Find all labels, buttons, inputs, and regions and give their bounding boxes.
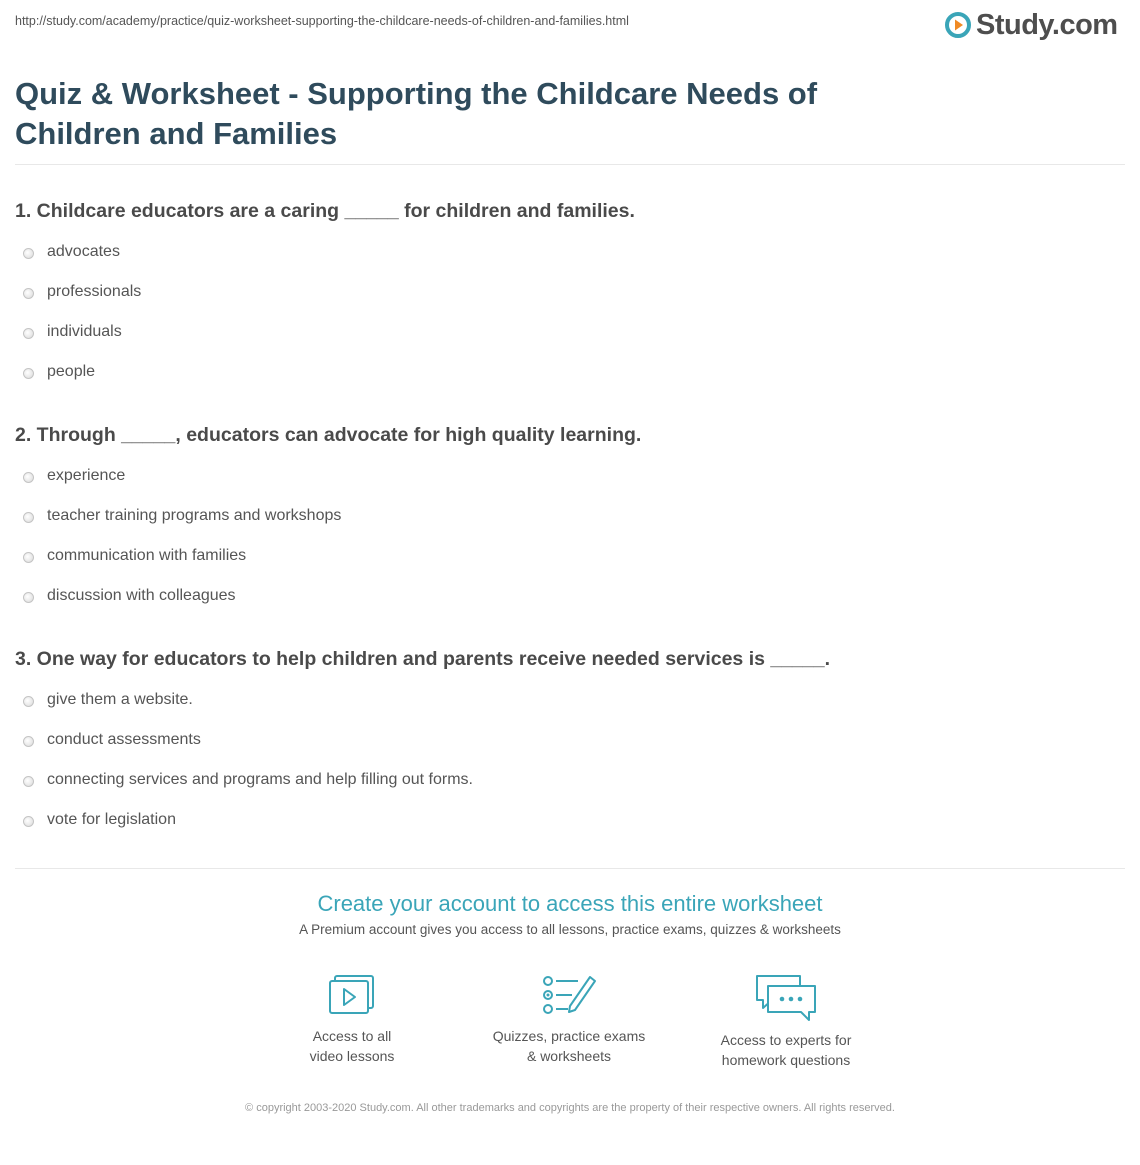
radio-button[interactable] bbox=[23, 592, 34, 603]
option-label: give them a website. bbox=[47, 691, 193, 708]
feature-label: Access to experts for homework questions bbox=[720, 1032, 852, 1068]
option-label: vote for legislation bbox=[47, 811, 176, 828]
content-divider bbox=[15, 868, 1125, 869]
create-account-link[interactable]: Create your account to access this entire worksheet bbox=[317, 891, 823, 916]
radio-button[interactable] bbox=[23, 248, 34, 259]
radio-button[interactable] bbox=[23, 368, 34, 379]
option-label: conduct assessments bbox=[47, 731, 201, 748]
question-2: 2. Through _____, educators can advocate for high quality learning. bbox=[15, 424, 642, 446]
chat-bubbles-icon bbox=[754, 972, 818, 1022]
radio-button[interactable] bbox=[23, 512, 34, 523]
option-label: communication with families bbox=[47, 547, 247, 564]
answer-option[interactable] bbox=[23, 769, 473, 791]
premium-description: A Premium account gives you access to all lessons, practice exams, quizzes & worksheets bbox=[299, 922, 841, 937]
answer-option[interactable] bbox=[23, 281, 141, 303]
feature-quizzes bbox=[469, 972, 669, 1066]
study-logo[interactable] bbox=[945, 7, 1118, 43]
answer-option[interactable] bbox=[23, 689, 193, 711]
radio-button[interactable] bbox=[23, 552, 34, 563]
option-label: teacher training programs and workshops bbox=[47, 507, 342, 524]
radio-button[interactable] bbox=[23, 696, 34, 707]
question-1: 1. Childcare educators are a caring _____ for children and families. bbox=[15, 200, 635, 222]
header-divider bbox=[15, 164, 1125, 165]
radio-button[interactable] bbox=[23, 736, 34, 747]
answer-option[interactable] bbox=[23, 809, 176, 831]
answer-option[interactable] bbox=[23, 241, 120, 263]
radio-button[interactable] bbox=[23, 288, 34, 299]
radio-button[interactable] bbox=[23, 816, 34, 827]
option-label: connecting services and programs and help filling out forms. bbox=[47, 771, 473, 788]
feature-label: Access to all video lessons bbox=[309, 1028, 395, 1064]
feature-label: Quizzes, practice exams & worksheets bbox=[492, 1028, 646, 1064]
answer-option[interactable] bbox=[23, 729, 201, 751]
copyright-text: © copyright 2003-2020 Study.com. All other trademarks and copyrights are the property of their respective owners. All rights reserved. bbox=[245, 1102, 895, 1114]
answer-option[interactable] bbox=[23, 505, 341, 527]
answer-option[interactable] bbox=[23, 465, 125, 487]
feature-video-lessons bbox=[252, 972, 452, 1066]
radio-button[interactable] bbox=[23, 328, 34, 339]
option-label: individuals bbox=[47, 323, 122, 340]
play-circle-icon bbox=[945, 12, 971, 38]
answer-option[interactable] bbox=[23, 585, 236, 607]
radio-button[interactable] bbox=[23, 776, 34, 787]
option-label: advocates bbox=[47, 243, 120, 260]
feature-experts bbox=[686, 972, 886, 1070]
answer-option[interactable] bbox=[23, 361, 95, 383]
logo-text: Study.com bbox=[976, 9, 1118, 41]
option-label: discussion with colleagues bbox=[47, 587, 236, 604]
radio-button[interactable] bbox=[23, 472, 34, 483]
page-url: http://study.com/academy/practice/quiz-worksheet-supporting-the-childcare-needs-of-children-and-families.html bbox=[15, 14, 629, 28]
option-label: professionals bbox=[47, 283, 142, 300]
page-title: Quiz & Worksheet - Supporting the Childcare Needs of Children and Families bbox=[15, 76, 818, 151]
quiz-checklist-icon bbox=[540, 972, 598, 1018]
question-3: 3. One way for educators to help children and parents receive needed services is _____. bbox=[15, 648, 831, 670]
option-label: people bbox=[47, 363, 96, 380]
option-label: experience bbox=[47, 467, 126, 484]
video-lessons-icon bbox=[325, 972, 379, 1018]
answer-option[interactable] bbox=[23, 321, 122, 343]
answer-option[interactable] bbox=[23, 545, 246, 567]
